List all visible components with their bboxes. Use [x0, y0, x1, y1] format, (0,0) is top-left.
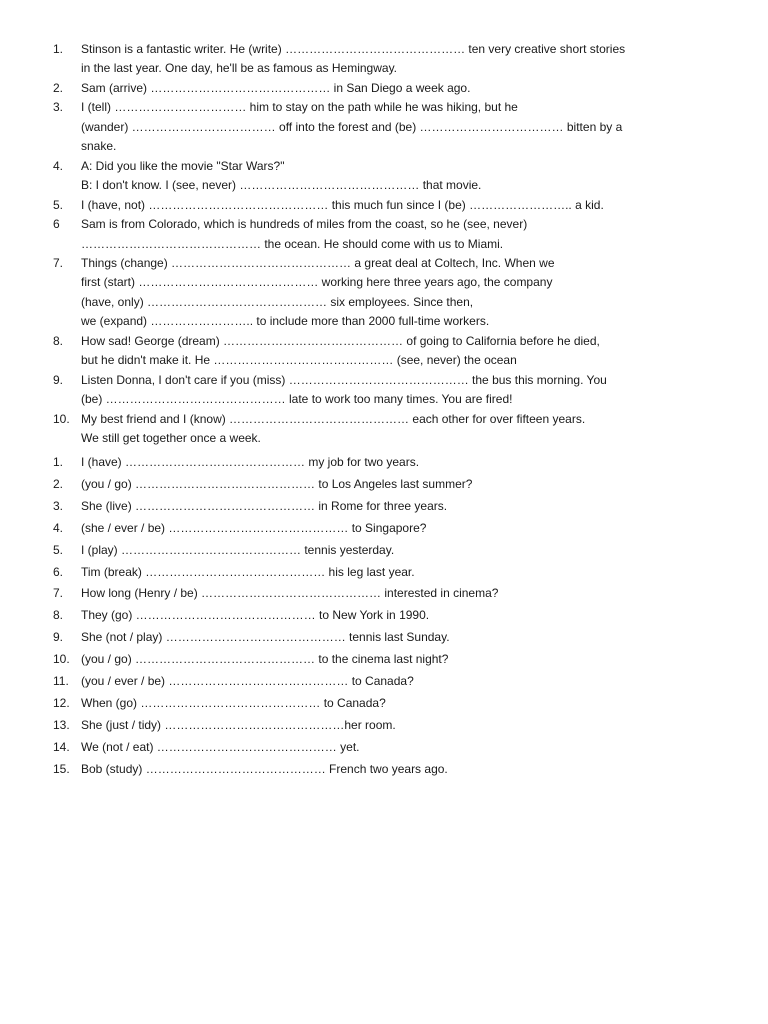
exercise-text: Tim (break) ……………………………………… his leg last year.: [81, 564, 415, 579]
item-number: 2.: [53, 80, 64, 95]
exercise-text: but he didn't make it. He ……………………………………… (see, never) the ocean: [81, 353, 517, 368]
item-number: 10.: [53, 652, 70, 667]
item-number: 8.: [53, 608, 64, 623]
item-number: 3.: [53, 498, 64, 513]
item-number: 1.: [53, 42, 64, 56]
item-number: 2.: [53, 476, 64, 491]
item-number: 12.: [53, 695, 70, 710]
item-number: 9.: [53, 372, 64, 387]
exercise-text: A: Did you like the movie "Star Wars?": [81, 158, 285, 173]
exercise-text: snake.: [81, 139, 117, 154]
exercise-text: Bob (study) ……………………………………… French two years ago.: [81, 761, 448, 776]
item-number: 5.: [53, 197, 64, 212]
item-number: 1.: [53, 455, 64, 469]
item-number: 15.: [53, 761, 70, 776]
item-number: 8.: [53, 333, 64, 348]
exercise-text: Listen Donna, I don't care if you (miss) ……………………………………… the bus this morning. You: [81, 372, 607, 387]
exercise-text: They (go) ……………………………………… to New York in 1990.: [81, 608, 430, 623]
exercise-text: She (just / tidy) ………………………………………her room.: [81, 717, 396, 732]
exercise-text: Sam is from Colorado, which is hundreds of miles from the coast, so he (see, never): [81, 217, 528, 232]
exercise-text: I (have, not) ……………………………………… this much fun since I (be) …………………….. a kid.: [81, 197, 604, 212]
exercise-text: How sad! George (dream) ……………………………………… of going to California before he died,: [81, 333, 600, 348]
exercise-text: How long (Henry / be) ……………………………………… interested in cinema?: [81, 586, 499, 601]
item-number: 3.: [53, 100, 64, 115]
item-number: 7.: [53, 586, 64, 601]
exercise-text: I (have) ……………………………………… my job for two years.: [81, 455, 420, 469]
exercise-text: I (tell) …………………………… him to stay on the path while he was hiking, but he: [81, 100, 518, 115]
exercise-text: Things (change) ……………………………………… a great deal at Coltech, Inc. When we: [81, 255, 555, 270]
exercise-text: She (not / play) ……………………………………… tennis last Sunday.: [81, 630, 450, 645]
item-number: 14.: [53, 739, 70, 754]
item-number: 4.: [53, 520, 64, 535]
exercise-text: (you / ever / be) ……………………………………… to Canada?: [81, 674, 414, 688]
exercise-text: (you / go) ……………………………………… to the cinema last night?: [81, 652, 449, 667]
exercise-text: (you / go) ……………………………………… to Los Angeles last summer?: [81, 476, 473, 491]
item-number: 6.: [53, 564, 64, 579]
item-number: 10.: [53, 411, 70, 426]
exercise-text: We still get together once a week.: [81, 431, 261, 445]
exercise-text: We (not / eat) ……………………………………… yet.: [81, 739, 360, 754]
exercise-text: (wander) ……………………………… off into the forest and (be) ……………………………… bitten by a: [81, 119, 623, 134]
item-number: 5.: [53, 542, 64, 557]
item-number: 13.: [53, 717, 70, 732]
exercise-text: Stinson is a fantastic writer. He (write) ……………………………………… ten very creative short stories: [81, 42, 626, 56]
exercise-text: we (expand) …………………….. to include more than 2000 full-time workers.: [81, 314, 490, 329]
exercise-text: She (live) ……………………………………… in Rome for three years.: [81, 498, 448, 513]
exercise-text: B: I don't know. I (see, never) ……………………………………… that movie.: [81, 178, 482, 193]
exercise-text: When (go) ……………………………………… to Canada?: [81, 695, 386, 710]
exercise-text: I (play) ……………………………………… tennis yesterday.: [81, 542, 395, 557]
exercise-text: (have, only) ……………………………………… six employees. Since then,: [81, 294, 474, 309]
exercise-text: first (start) ……………………………………… working here three years ago, the company: [81, 275, 553, 290]
item-number: 9.: [53, 630, 64, 645]
item-number: 11.: [53, 674, 69, 688]
item-number: 7.: [53, 255, 64, 270]
item-number: 4.: [53, 158, 64, 173]
exercise-text: ……………………………………… the ocean. He should come with us to Miami.: [81, 236, 504, 251]
exercise-text: (be) ……………………………………… late to work too many times. You are fired!: [81, 392, 513, 407]
item-number: 6: [53, 217, 60, 232]
exercise-text: in the last year. One day, he'll be as famous as Hemingway.: [81, 61, 398, 76]
exercise-text: Sam (arrive) ……………………………………… in San Diego a week ago.: [81, 80, 471, 95]
exercise-text: (she / ever / be) ……………………………………… to Singapore?: [81, 520, 427, 535]
exercise-text: My best friend and I (know) ……………………………………… each other for over fifteen years.: [81, 411, 586, 426]
